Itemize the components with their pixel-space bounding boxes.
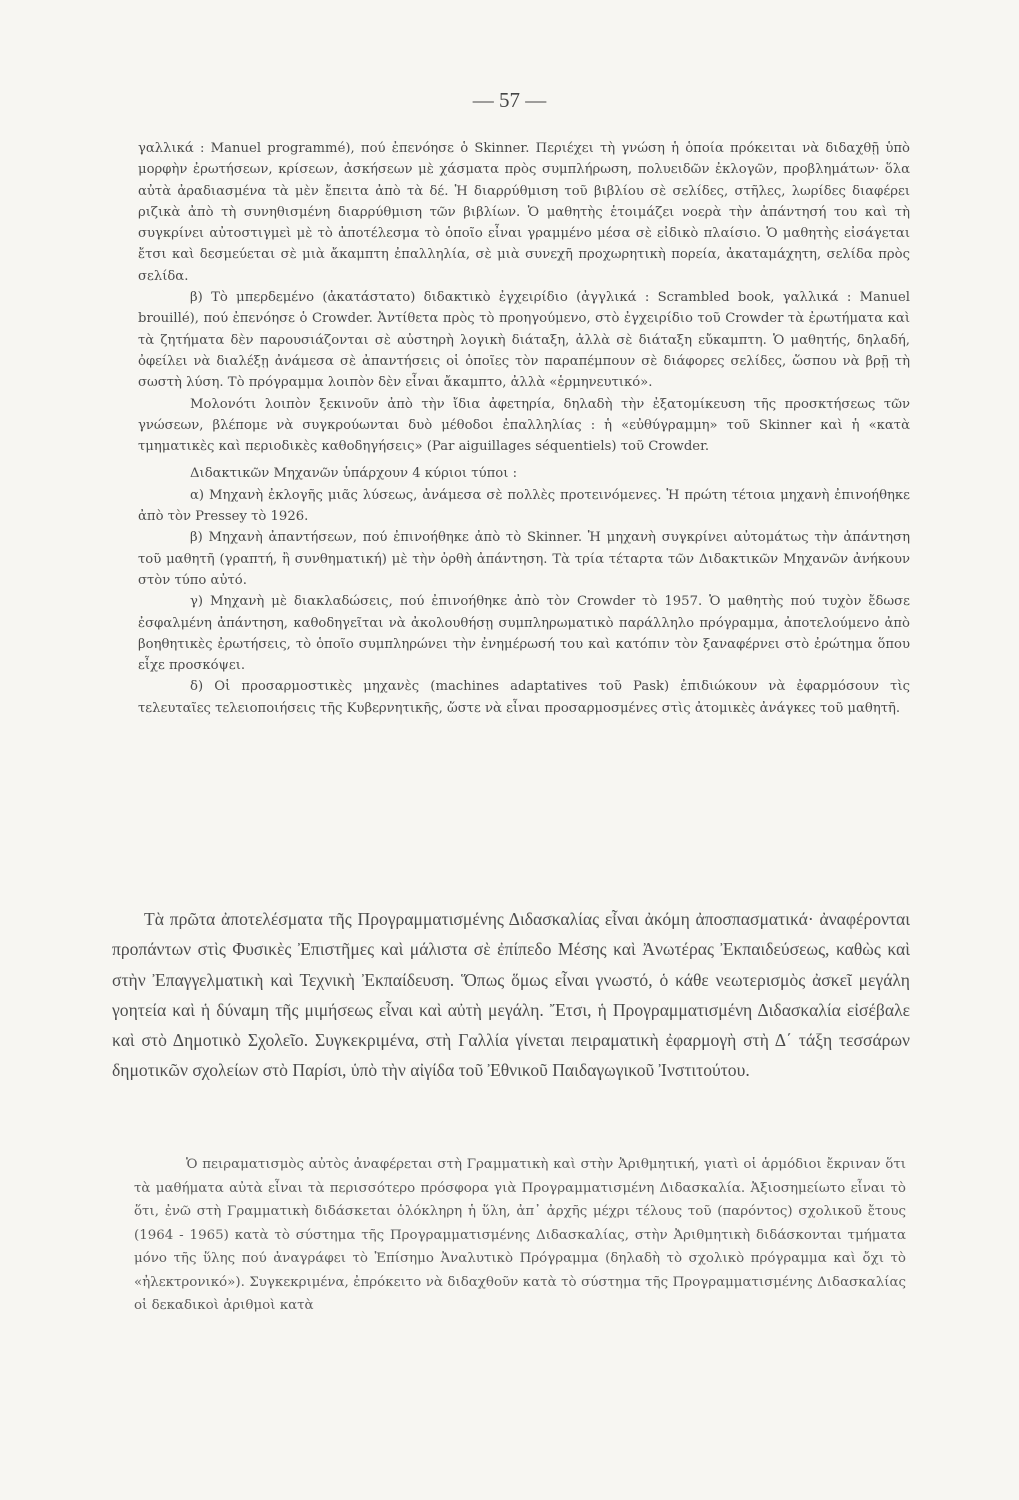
experiment-section [134,1153,906,1318]
paragraph-machine-type-a: α) Μηχανὴ ἐκλογῆς μιᾶς λύσεως, ἀνάμεσα σὲ πολλὲς προτεινόμενες. Ἡ πρώτη τέτοια μηχανὴ ἐπινοήθηκε ἀπὸ τὸν Pressey τὸ 1926. [138,487,910,525]
paragraph-two-methods: Μολονότι λοιπὸν ξεκινοῦν ἀπὸ τὴν ἴδια ἀφετηρία, δηλαδὴ τὴν ἐξατομίκευση τῆς προσκτήσεως τῶν γνώσεων, βλέπομε νὰ συγκρούωνται δυὸ μέθοδοι ἐπαλληλίας : ἡ «εὐθύγραμμη» τοῦ Skinner καὶ ἡ «κατὰ τμηματικὲς καὶ περιοδικὲς καθοδηγήσεις» (Par aiguillages séquentiels) τοῦ Crowder. [138,396,910,455]
paragraph-machine-types-intro: Διδακτικῶν Μηχανῶν ὑπάρχουν 4 κύριοι τύποι : [190,466,518,482]
paragraph-machine-type-c: γ) Μηχανὴ μὲ διακλαδώσεις, πού ἐπινοήθηκε ἀπὸ τὸν Crowder τὸ 1957. Ὁ μαθητὴς πού τυχὸν ἔδωσε ἐσφαλμένη ἀπάντηση, καθοδηγεῖται νὰ ἀκολουθήσῃ συμπληρωματικὸ παράλληλο πρόγραμμα, ἀποτελούμενο ἀπὸ βοηθητικὲς ἐρωτήσεις, τὸ ὁποῖο συμπληρώνει τὴν ἐνημέρωσή του καὶ κατόπιν τὸν ξαναφέρνει στὸ ἐρώτημα ὅπου εἶχε προσκόψει. [138,594,910,674]
paragraph-manuel-programme: γαλλικά : Manuel programmé), πού ἐπενόησε ὁ Skinner. Περιέχει τὴ γνώση ἡ ὁποία πρόκειται νὰ διδαχθῇ ὑπὸ μορφὴν ἐρωτήσεων, κρίσεων, ἀσκήσεων μὲ χάσματα πρὸς συμπλήρωση, πολυειδῶν ἐκλογῶν, προβλημάτων· ὅλα αὐτὰ ἀραδιασμένα τὰ μὲν ἔπειτα ἀπὸ τὰ δέ. Ἡ διαρρύθμιση τοῦ βιβλίου σὲ σελίδες, στῆλες, λωρίδες διαφέρει ριζικὰ ἀπὸ τὴ συνηθισμένη διαρρύθμιση τῶν βιβλίων. Ὁ μαθητὴς ἑτοιμάζει νοερὰ τὴν ἀπάντησή του καὶ τὴ συγκρίνει αὐτοστιγμεὶ μὲ τὸ ἀποτέλεσμα τὸ ὁποῖο εἶναι γραμμένο μέσα σὲ εἰδικὸ πλαίσιο. Ὁ μαθητὴς εἰσάγεται ἔτσι καὶ δεσμεύεται σὲ μιὰ ἄκαμπτη ἐπαλληλία, σὲ μιὰ συνεχῆ προχωρητικὴ πορεία, ἀκαταμάχητη, σελίδα πρὸς σελίδα. [138,141,910,284]
paragraph-machine-type-b: β) Μηχανὴ ἀπαντήσεων, πού ἐπινοήθηκε ἀπὸ τὸ Skinner. Ἡ μηχανὴ συγκρίνει αὐτομάτως τὴν ἀπάντηση τοῦ μαθητῆ (γραπτή, ἢ συνθηματική) μὲ τὴν ὀρθὴ ἀπάντηση. Τὰ τρία τέταρτα τῶν Διδακτικῶν Μηχανῶν ἀνήκουν στὸν τύπο αὐτό. [138,530,910,588]
paragraph-scrambled-book: β) Τὸ μπερδεμένο (ἀκατάστατο) διδακτικὸ ἐγχειρίδιο (ἀγγλικά : Scrambled book, γαλλικά : Manuel brouillé), πού ἐπενόησε ὁ Crowder. Ἀντίθετα πρὸς τὸ προηγούμενο, στὸ ἐγχειρίδιο τοῦ Crowder τὰ ἐρωτήματα καὶ τὰ ζητήματα δὲν παρουσιάζονται σὲ αὐστηρὴ λογικὴ διάταξη, ἀλλὰ σὲ διάταξη εὔκαμπτη. Ὁ μαθητής, δηλαδή, ὀφείλει νὰ διαλέξῃ ἀνάμεσα σὲ ἀπαντήσεις οἱ ὁποῖες τὸν παραπέμπουν σὲ διάφορες σελίδες, ὥσπου νὰ βρῇ τὴ σωστὴ λύση. Τὸ πρόγραμμα λοιπὸν δὲν εἶναι ἄκαμπτο, ἀλλὰ «ἑρμηνευτικό». [138,290,910,391]
paragraph-experiment: Ὁ πειραματισμὸς αὐτὸς ἀναφέρεται στὴ Γραμματικὴ καὶ στὴν Ἀριθμητική, γιατὶ οἱ ἁρμόδιοι ἔκριναν ὅτι τὰ μαθήματα αὐτὰ εἶναι τὰ περισσότερο πρόσφορα γιὰ Προγραμματισμένη Διδασκαλία. Ἀξιοσημείωτο εἶναι τὸ ὅτι, ἐνῶ στὴ Γραμματικὴ διδάσκεται ὁλόκληρη ἡ ὕλη, ἀπ᾿ ἀρχῆς μέχρι τέλους τοῦ (παρόντος) σχολικοῦ ἔτους (1964 - 1965) κατὰ τὸ σύστημα τῆς Προγραμματισμένης Διδασκαλίας, στὴν Ἀριθμητικὴ διδάσκονται τμήματα μόνο τῆς ὕλης πού ἀναγράφει τὸ Ἐπίσημο Ἀναλυτικὸ Πρόγραμμα (δηλαδὴ τὸ σχολικὸ πρόγραμμα καὶ ὄχι τὸ «ἠλεκτρονικό»). Συγκεκριμένα, ἐπρόκειτο νὰ διδαχθοῦν κατὰ τὸ σύστημα τῆς Προγραμματισμένης Διδασκαλίας οἱ δεκαδικοὶ ἀριθμοὶ κατὰ [134,1157,906,1313]
paragraph-machine-type-d: δ) Οἱ προσαρμοστικὲς μηχανὲς (machines adaptatives τοῦ Pask) ἐπιδιώκουν νὰ ἐφαρμόσουν τὶς τελευταῖες τελειοποιήσεις τῆς Κυβερνητικῆς, ὥστε νὰ εἶναι προσαρμοσμένες στὶς ἀτομικὲς ἀνάγκες τοῦ μαθητῆ. [138,679,910,716]
results-section [112,904,910,1086]
paragraph-first-results: Τὰ πρῶτα ἀποτελέσματα τῆς Προγραμματισμένης Διδασκαλίας εἶναι ἀκόμη ἀποσπασματικά· ἀναφέρονται προπάντων στὶς Φυσικὲς Ἐπιστῆμες καὶ μάλιστα σὲ ἐπίπεδο Μέσης καὶ Ἀνωτέρας Ἐκπαιδεύσεως, καθὼς καὶ στὴν Ἐπαγγελματικὴ καὶ Τεχνικὴ Ἐκπαίδευση. Ὅπως ὅμως εἶναι γνωστό, ὁ κάθε νεωτερισμὸς ἀσκεῖ μεγάλη γοητεία καὶ ἡ δύναμη τῆς μιμήσεως εἶναι καὶ αὐτὴ μεγάλη. Ἔτσι, ἡ Προγραμματισμένη Διδασκαλία εἰσέβαλε καὶ στὸ Δημοτικὸ Σχολεῖο. Συγκεκριμένα, στὴ Γαλλία γίνεται πειραματικὴ ἐφαρμογὴ στὴ Δ΄ τάξη τεσσάρων δημοτικῶν σχολείων στὸ Παρίσι, ὑπὸ τὴν αἰγίδα τοῦ Ἐθνικοῦ Παιδαγωγικοῦ Ἰνστιτούτου. [112,909,910,1081]
page-number: — 57 — [472,88,547,112]
machines-section [138,138,910,719]
